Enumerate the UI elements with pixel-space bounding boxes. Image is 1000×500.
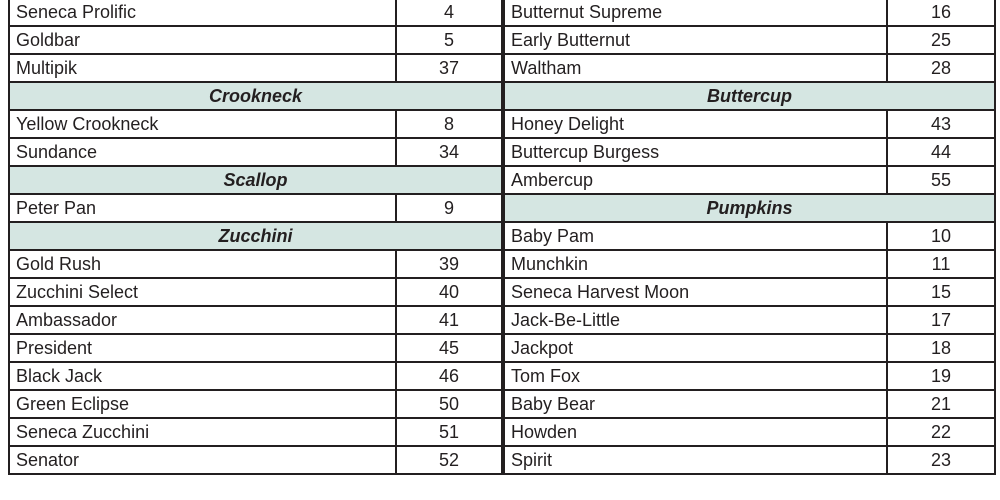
variety-number: 37 [396,54,502,82]
table-row [504,54,995,82]
left-table-body [9,0,502,474]
table-row [9,194,502,222]
variety-number: 52 [396,446,502,474]
variety-number: 8 [396,110,502,138]
variety-name: Ambassador [9,306,396,334]
variety-number: 55 [887,166,995,194]
table-row [9,446,502,474]
variety-number: 51 [396,418,502,446]
variety-number: 16 [887,0,995,26]
variety-number: 18 [887,334,995,362]
table-row [504,166,995,194]
variety-name: Seneca Zucchini [9,418,396,446]
variety-name: Seneca Prolific [9,0,396,26]
variety-number: 28 [887,54,995,82]
category-header: Zucchini [9,222,502,250]
category-header-row [504,82,995,110]
variety-number: 41 [396,306,502,334]
table-row [9,0,502,26]
table-row [504,110,995,138]
variety-number: 21 [887,390,995,418]
variety-name: Seneca Harvest Moon [504,278,887,306]
variety-number: 22 [887,418,995,446]
table-row [504,222,995,250]
variety-number: 40 [396,278,502,306]
variety-number: 4 [396,0,502,26]
variety-name: Baby Pam [504,222,887,250]
variety-name: Jack-Be-Little [504,306,887,334]
variety-number: 45 [396,334,502,362]
variety-name: Howden [504,418,887,446]
category-header: Scallop [9,166,502,194]
variety-name: Yellow Crookneck [9,110,396,138]
variety-name: Butternut Supreme [504,0,887,26]
variety-number: 5 [396,26,502,54]
category-header-row [9,82,502,110]
variety-number: 34 [396,138,502,166]
variety-number: 50 [396,390,502,418]
variety-name: Spirit [504,446,887,474]
table-row [504,278,995,306]
category-header: Pumpkins [504,194,995,222]
variety-name: Ambercup [504,166,887,194]
variety-name: Baby Bear [504,390,887,418]
variety-name: Black Jack [9,362,396,390]
variety-number: 9 [396,194,502,222]
variety-number: 44 [887,138,995,166]
variety-name: Zucchini Select [9,278,396,306]
right-table-body [504,0,995,474]
table-row [504,250,995,278]
variety-name: Goldbar [9,26,396,54]
variety-name: Senator [9,446,396,474]
table-row [504,306,995,334]
table-row [504,26,995,54]
table-row [9,418,502,446]
table-row [9,362,502,390]
table-row [9,390,502,418]
variety-name: Jackpot [504,334,887,362]
variety-name: Tom Fox [504,362,887,390]
variety-number: 43 [887,110,995,138]
table-row [9,278,502,306]
variety-number: 19 [887,362,995,390]
variety-name: Waltham [504,54,887,82]
table-row [504,418,995,446]
variety-number: 39 [396,250,502,278]
variety-name: Munchkin [504,250,887,278]
category-header: Buttercup [504,82,995,110]
variety-name: Early Butternut [504,26,887,54]
variety-number: 46 [396,362,502,390]
table-row [504,334,995,362]
table-row [504,138,995,166]
category-header-row [504,194,995,222]
table-row [9,54,502,82]
table-row [9,138,502,166]
table-row [504,0,995,26]
table-row [9,334,502,362]
variety-number: 15 [887,278,995,306]
variety-name: Honey Delight [504,110,887,138]
variety-name: Peter Pan [9,194,396,222]
variety-number: 23 [887,446,995,474]
table-row [504,362,995,390]
variety-name: President [9,334,396,362]
table-row [9,250,502,278]
table-row [9,306,502,334]
variety-number: 17 [887,306,995,334]
variety-name: Sundance [9,138,396,166]
variety-number: 11 [887,250,995,278]
category-header-row [9,166,502,194]
category-header: Crookneck [9,82,502,110]
right-variety-table [503,0,996,475]
variety-name: Green Eclipse [9,390,396,418]
variety-name: Gold Rush [9,250,396,278]
table-row [504,390,995,418]
table-row [504,446,995,474]
category-header-row [9,222,502,250]
variety-name: Multipik [9,54,396,82]
table-row [9,110,502,138]
variety-number: 25 [887,26,995,54]
variety-number: 10 [887,222,995,250]
table-row [9,26,502,54]
left-variety-table [8,0,503,475]
variety-name: Buttercup Burgess [504,138,887,166]
